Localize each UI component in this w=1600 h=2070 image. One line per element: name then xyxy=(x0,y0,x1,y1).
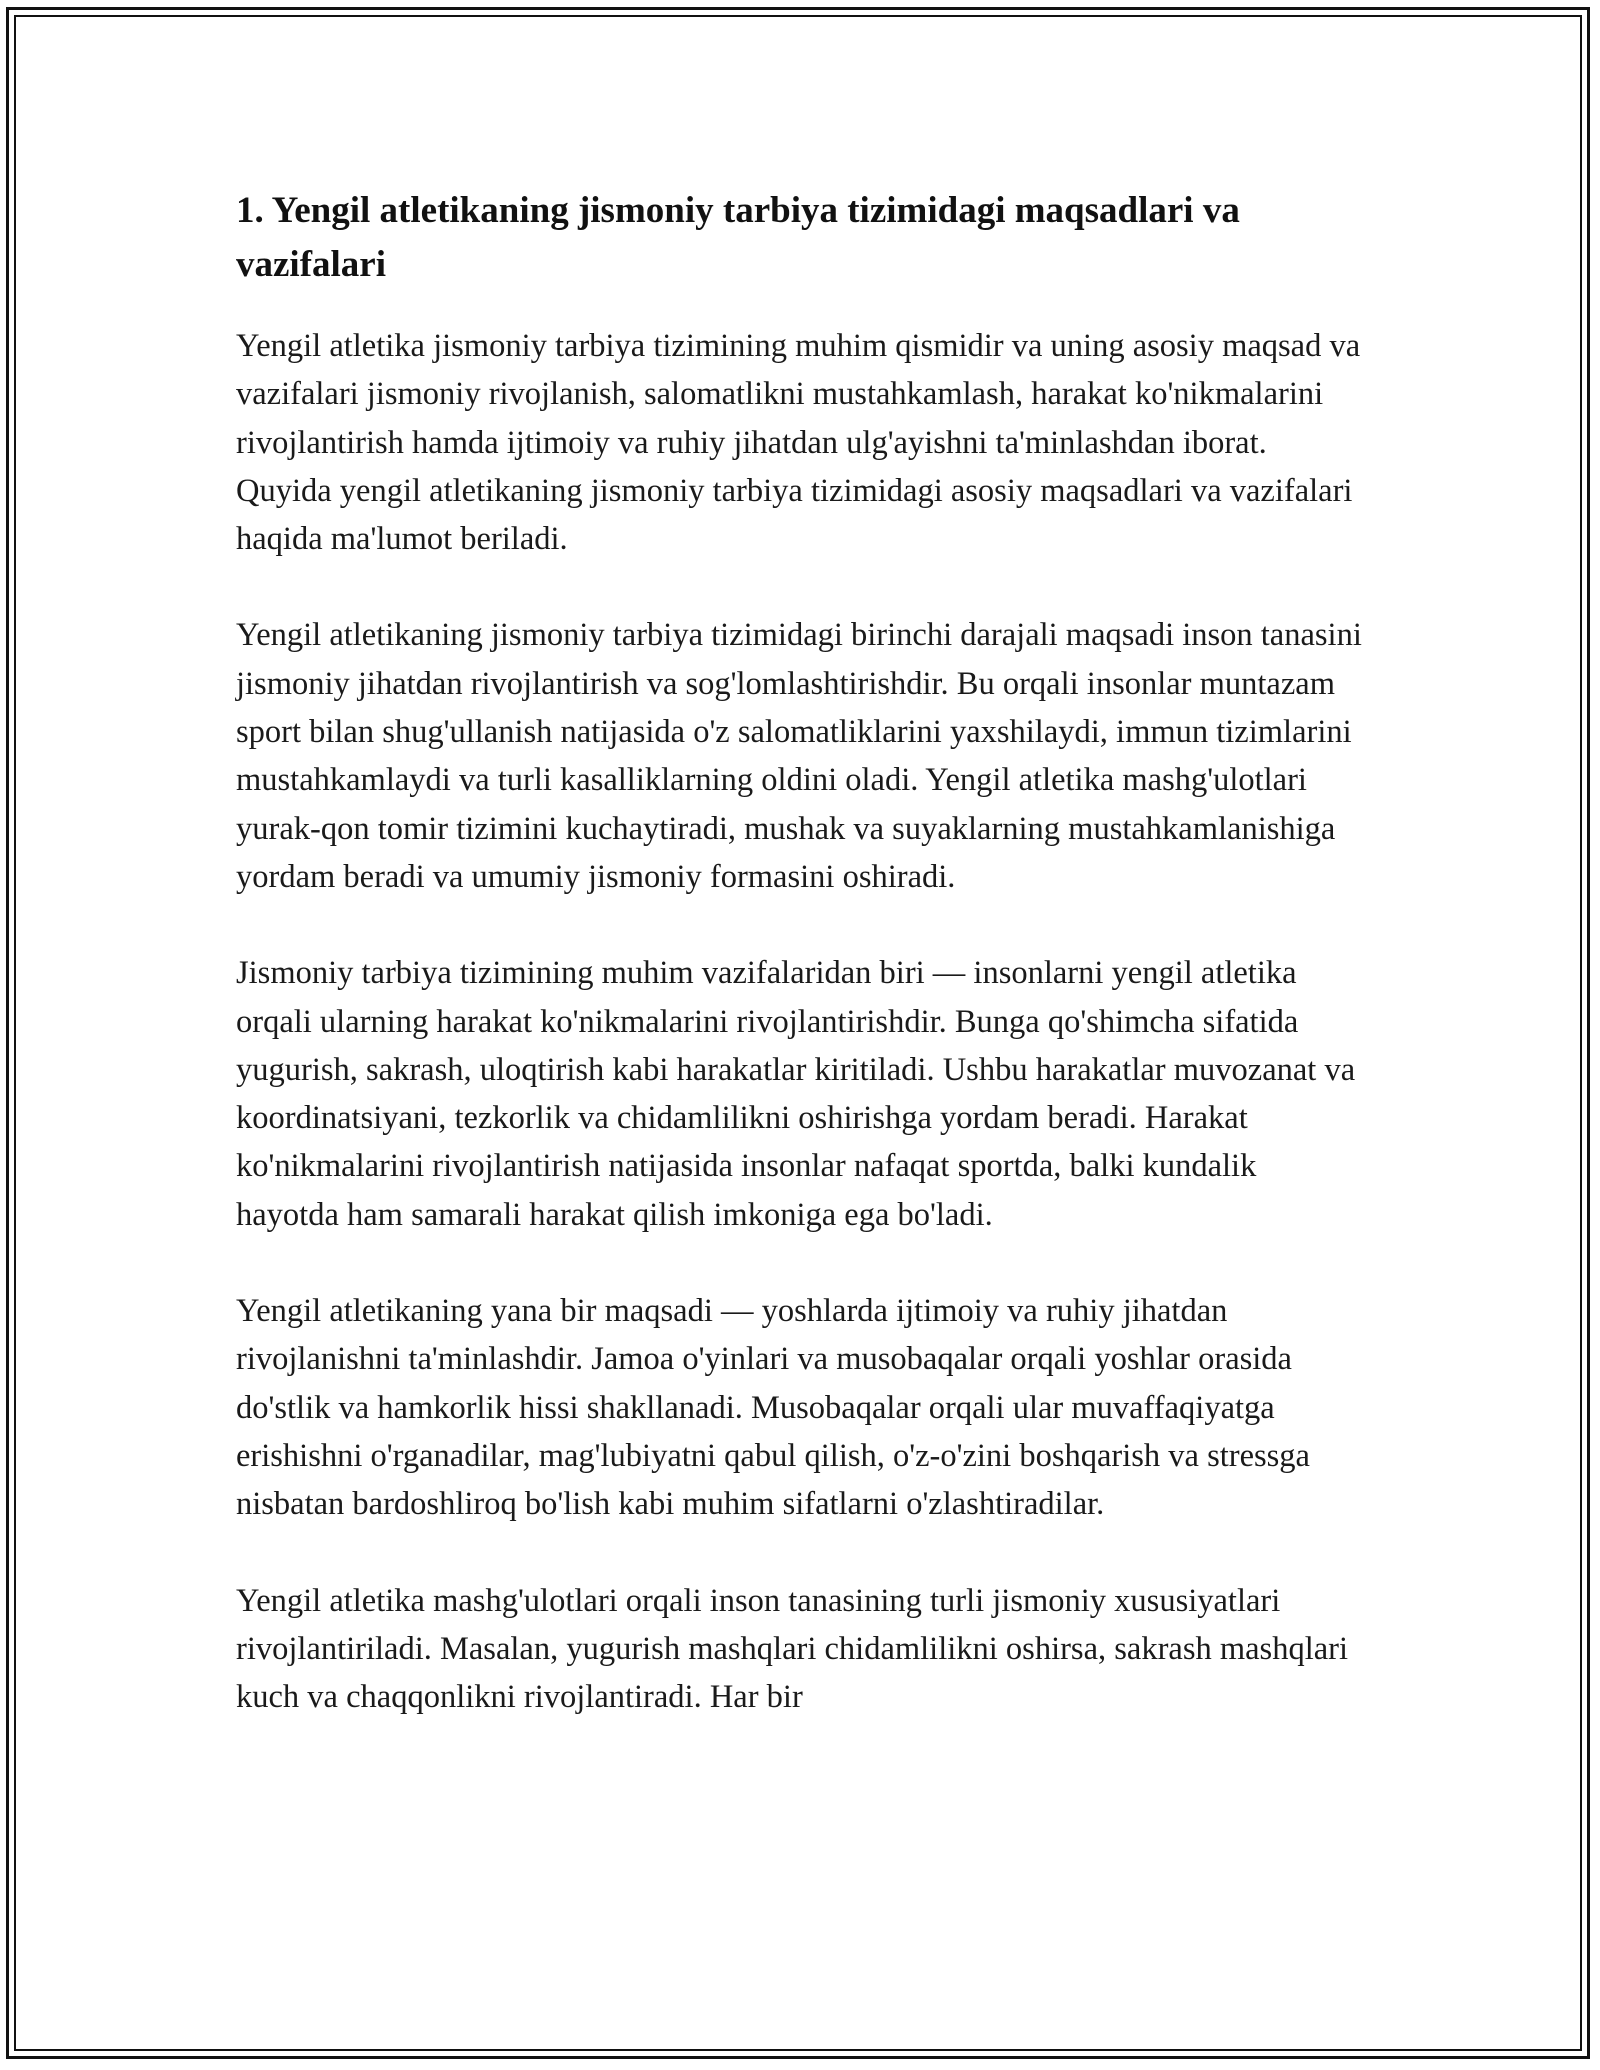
document-title: 1. Yengil atletikaning jismoniy tarbiya tizimidagi maqsadlari va vazifalari xyxy=(236,190,1240,285)
document-body xyxy=(236,184,1366,1769)
paragraph-5: Yengil atletika mashg'ulotlari orqali inson tanasining turli jismoniy xususiyatlari rivojlantiriladi. Masalan, yugurish mashqlari chidamlilikni oshirsa, sakrash mashqlari kuch va chaqqonlikni rivojlantiradi. Har bir xyxy=(236,1582,1348,1716)
paragraph-2: Yengil atletikaning jismoniy tarbiya tizimidagi birinchi darajali maqsadi inson tanasini jismoniy jihatdan rivojlantirish va sog'lomlashtirishdir. Bu orqali insonlar muntazam sport bilan shug'ullanish natijasida o'z salomatliklarini yaxshilaydi, immun tizimlarini mustahkamlaydi va turli kasalliklarning oldini oladi. Yengil atletika mashg'ulotlari yurak-qon tomir tizimini kuchaytiradi, mushak va suyaklarning mustahkamlanishiga yordam beradi va umumiy jismoniy formasini oshiradi. xyxy=(236,617,1362,895)
paragraph-4: Yengil atletikaning yana bir maqsadi — yoshlarda ijtimoiy va ruhiy jihatdan rivojlanishni ta'minlashdir. Jamoa o'yinlari va musobaqalar orqali yoshlar orasida do'stlik va hamkorlik hissi shakllanadi. Musobaqalar orqali ular muvaffaqiyatga erishishni o'rganadilar, mag'lubiyatni qabul qilish, o'z-o'zini boshqarish va stressga nisbatan bardoshliroq bo'lish kabi muhim sifatlarni o'zlashtiradilar. xyxy=(236,1293,1310,1523)
paragraph-3: Jismoniy tarbiya tizimining muhim vazifalaridan biri — insonlarni yengil atletika orqali ularning harakat ko'nikmalarini rivojlantirishdir. Bunga qo'shimcha sifatida yugurish, sakrash, uloqtirish kabi harakatlar kiritiladi. Ushbu harakatlar muvozanat va koordinatsiyani, tezkorlik va chidamlilikni oshirishga yordam beradi. Harakat ko'nikmalarini rivojlantirish natijasida insonlar nafaqat sportda, balki kundalik hayotda ham samarali harakat qilish imkoniga ega bo'ladi. xyxy=(236,955,1356,1233)
paragraph-1: Yengil atletika jismoniy tarbiya tizimining muhim qismidir va uning asosiy maqsad va vazifalari jismoniy rivojlanish, salomatlikni mustahkamlash, harakat ko'nikmalarini rivojlantirish hamda ijtimoiy va ruhiy jihatdan ulg'ayishni ta'minlashdan iborat. Quyida yengil atletikaning jismoniy tarbiya tizimidagi asosiy maqsadlari va vazifalari haqida ma'lumot beriladi. xyxy=(236,328,1361,558)
